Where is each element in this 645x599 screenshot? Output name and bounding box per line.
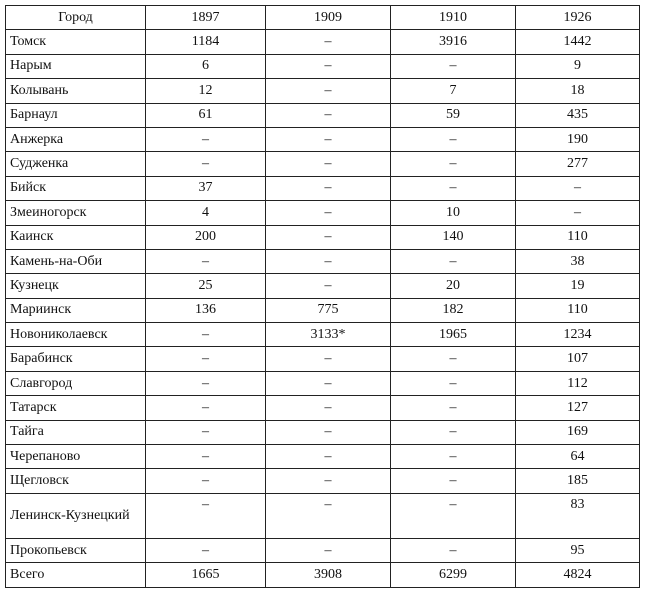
value-cell-1909: – bbox=[266, 445, 391, 469]
value-cell-1910: – bbox=[391, 371, 516, 395]
value-cell-1910: 10 bbox=[391, 201, 516, 225]
value-cell-1910: 59 bbox=[391, 103, 516, 127]
value-cell-1897: – bbox=[146, 493, 266, 538]
value-cell-1897: 4 bbox=[146, 201, 266, 225]
table-row bbox=[6, 79, 640, 103]
header-1926: 1926 bbox=[516, 6, 640, 30]
value-cell-1926: 110 bbox=[516, 225, 640, 249]
value-cell-1926: – bbox=[516, 176, 640, 200]
value-cell-1909: – bbox=[266, 176, 391, 200]
value-cell-1926: 112 bbox=[516, 371, 640, 395]
table-row bbox=[6, 469, 640, 493]
value-cell-1910: – bbox=[391, 176, 516, 200]
value-cell-1897: – bbox=[146, 249, 266, 273]
value-cell-1909: – bbox=[266, 201, 391, 225]
table-row bbox=[6, 127, 640, 151]
value-cell-1926: 107 bbox=[516, 347, 640, 371]
header-row bbox=[6, 6, 640, 30]
value-cell-1926: 169 bbox=[516, 420, 640, 444]
value-cell-1926: 435 bbox=[516, 103, 640, 127]
value-cell-1909: – bbox=[266, 371, 391, 395]
value-cell-1897: – bbox=[146, 347, 266, 371]
city-cell: Бийск bbox=[6, 176, 146, 200]
value-cell-1926: 19 bbox=[516, 274, 640, 298]
value-cell-1909: 3133* bbox=[266, 323, 391, 347]
city-cell: Ленинск-Кузнецкий bbox=[6, 493, 146, 538]
value-cell-1926: 110 bbox=[516, 298, 640, 322]
table-row bbox=[6, 396, 640, 420]
city-cell: Прокопьевск bbox=[6, 538, 146, 562]
value-cell-1897: 25 bbox=[146, 274, 266, 298]
city-cell: Анжерка bbox=[6, 127, 146, 151]
value-cell-1910: 140 bbox=[391, 225, 516, 249]
value-cell-1910: – bbox=[391, 538, 516, 562]
value-cell-1909: 3908 bbox=[266, 563, 391, 587]
value-cell-1910: – bbox=[391, 54, 516, 78]
value-cell-1926: 9 bbox=[516, 54, 640, 78]
table-row bbox=[6, 103, 640, 127]
city-cell: Щегловск bbox=[6, 469, 146, 493]
value-cell-1910: – bbox=[391, 396, 516, 420]
value-cell-1910: 20 bbox=[391, 274, 516, 298]
table-row bbox=[6, 347, 640, 371]
table-row bbox=[6, 323, 640, 347]
table-row bbox=[6, 54, 640, 78]
city-cell: Колывань bbox=[6, 79, 146, 103]
header-city: Город bbox=[6, 6, 146, 30]
value-cell-1926: 83 bbox=[516, 493, 640, 538]
value-cell-1910: 7 bbox=[391, 79, 516, 103]
value-cell-1909: – bbox=[266, 493, 391, 538]
city-cell: Новониколаевск bbox=[6, 323, 146, 347]
city-cell: Нарым bbox=[6, 54, 146, 78]
value-cell-1909: – bbox=[266, 225, 391, 249]
table-row bbox=[6, 249, 640, 273]
table-row bbox=[6, 176, 640, 200]
value-cell-1909: – bbox=[266, 274, 391, 298]
table-row bbox=[6, 30, 640, 54]
value-cell-1910: 1965 bbox=[391, 323, 516, 347]
city-cell: Змеиногорск bbox=[6, 201, 146, 225]
value-cell-1926: 1234 bbox=[516, 323, 640, 347]
value-cell-1897: – bbox=[146, 445, 266, 469]
value-cell-1926: 185 bbox=[516, 469, 640, 493]
header-1909: 1909 bbox=[266, 6, 391, 30]
value-cell-1897: 6 bbox=[146, 54, 266, 78]
value-cell-1909: – bbox=[266, 30, 391, 54]
table-row bbox=[6, 493, 640, 538]
value-cell-1910: – bbox=[391, 493, 516, 538]
value-cell-1897: 12 bbox=[146, 79, 266, 103]
table-row bbox=[6, 538, 640, 562]
value-cell-1897: 200 bbox=[146, 225, 266, 249]
city-cell: Судженка bbox=[6, 152, 146, 176]
value-cell-1909: – bbox=[266, 469, 391, 493]
value-cell-1897: 136 bbox=[146, 298, 266, 322]
table-row bbox=[6, 201, 640, 225]
value-cell-1897: – bbox=[146, 420, 266, 444]
city-cell: Мариинск bbox=[6, 298, 146, 322]
table-row bbox=[6, 420, 640, 444]
value-cell-1910: 6299 bbox=[391, 563, 516, 587]
value-cell-1897: – bbox=[146, 127, 266, 151]
value-cell-1910: – bbox=[391, 420, 516, 444]
value-cell-1897: 61 bbox=[146, 103, 266, 127]
value-cell-1897: – bbox=[146, 538, 266, 562]
value-cell-1926: 277 bbox=[516, 152, 640, 176]
city-cell: Всего bbox=[6, 563, 146, 587]
value-cell-1926: 38 bbox=[516, 249, 640, 273]
table-row bbox=[6, 298, 640, 322]
value-cell-1910: – bbox=[391, 469, 516, 493]
value-cell-1910: – bbox=[391, 249, 516, 273]
header-1897: 1897 bbox=[146, 6, 266, 30]
city-cell: Тайга bbox=[6, 420, 146, 444]
value-cell-1897: – bbox=[146, 323, 266, 347]
value-cell-1897: – bbox=[146, 371, 266, 395]
table-body bbox=[6, 30, 640, 587]
value-cell-1897: 37 bbox=[146, 176, 266, 200]
city-cell: Славгород bbox=[6, 371, 146, 395]
table-row bbox=[6, 563, 640, 587]
value-cell-1910: 3916 bbox=[391, 30, 516, 54]
table-row bbox=[6, 152, 640, 176]
value-cell-1926: 18 bbox=[516, 79, 640, 103]
city-cell: Камень-на-Оби bbox=[6, 249, 146, 273]
city-cell: Барабинск bbox=[6, 347, 146, 371]
value-cell-1909: – bbox=[266, 79, 391, 103]
value-cell-1909: – bbox=[266, 420, 391, 444]
value-cell-1909: 775 bbox=[266, 298, 391, 322]
header-1910: 1910 bbox=[391, 6, 516, 30]
value-cell-1909: – bbox=[266, 396, 391, 420]
value-cell-1926: 190 bbox=[516, 127, 640, 151]
city-cell: Каинск bbox=[6, 225, 146, 249]
value-cell-1926: 95 bbox=[516, 538, 640, 562]
value-cell-1897: 1184 bbox=[146, 30, 266, 54]
city-cell: Томск bbox=[6, 30, 146, 54]
table-row bbox=[6, 445, 640, 469]
value-cell-1926: – bbox=[516, 201, 640, 225]
value-cell-1910: – bbox=[391, 445, 516, 469]
value-cell-1910: – bbox=[391, 152, 516, 176]
city-cell: Кузнецк bbox=[6, 274, 146, 298]
value-cell-1897: 1665 bbox=[146, 563, 266, 587]
value-cell-1909: – bbox=[266, 54, 391, 78]
value-cell-1897: – bbox=[146, 396, 266, 420]
value-cell-1910: – bbox=[391, 347, 516, 371]
city-cell: Черепаново bbox=[6, 445, 146, 469]
value-cell-1926: 4824 bbox=[516, 563, 640, 587]
table-row bbox=[6, 225, 640, 249]
population-table bbox=[5, 5, 640, 588]
value-cell-1910: – bbox=[391, 127, 516, 151]
value-cell-1926: 1442 bbox=[516, 30, 640, 54]
value-cell-1897: – bbox=[146, 469, 266, 493]
value-cell-1909: – bbox=[266, 127, 391, 151]
value-cell-1926: 127 bbox=[516, 396, 640, 420]
table-row bbox=[6, 371, 640, 395]
value-cell-1909: – bbox=[266, 538, 391, 562]
value-cell-1909: – bbox=[266, 249, 391, 273]
value-cell-1926: 64 bbox=[516, 445, 640, 469]
value-cell-1909: – bbox=[266, 347, 391, 371]
value-cell-1909: – bbox=[266, 103, 391, 127]
table-row bbox=[6, 274, 640, 298]
city-cell: Барнаул bbox=[6, 103, 146, 127]
value-cell-1909: – bbox=[266, 152, 391, 176]
value-cell-1897: – bbox=[146, 152, 266, 176]
city-cell: Татарск bbox=[6, 396, 146, 420]
value-cell-1910: 182 bbox=[391, 298, 516, 322]
